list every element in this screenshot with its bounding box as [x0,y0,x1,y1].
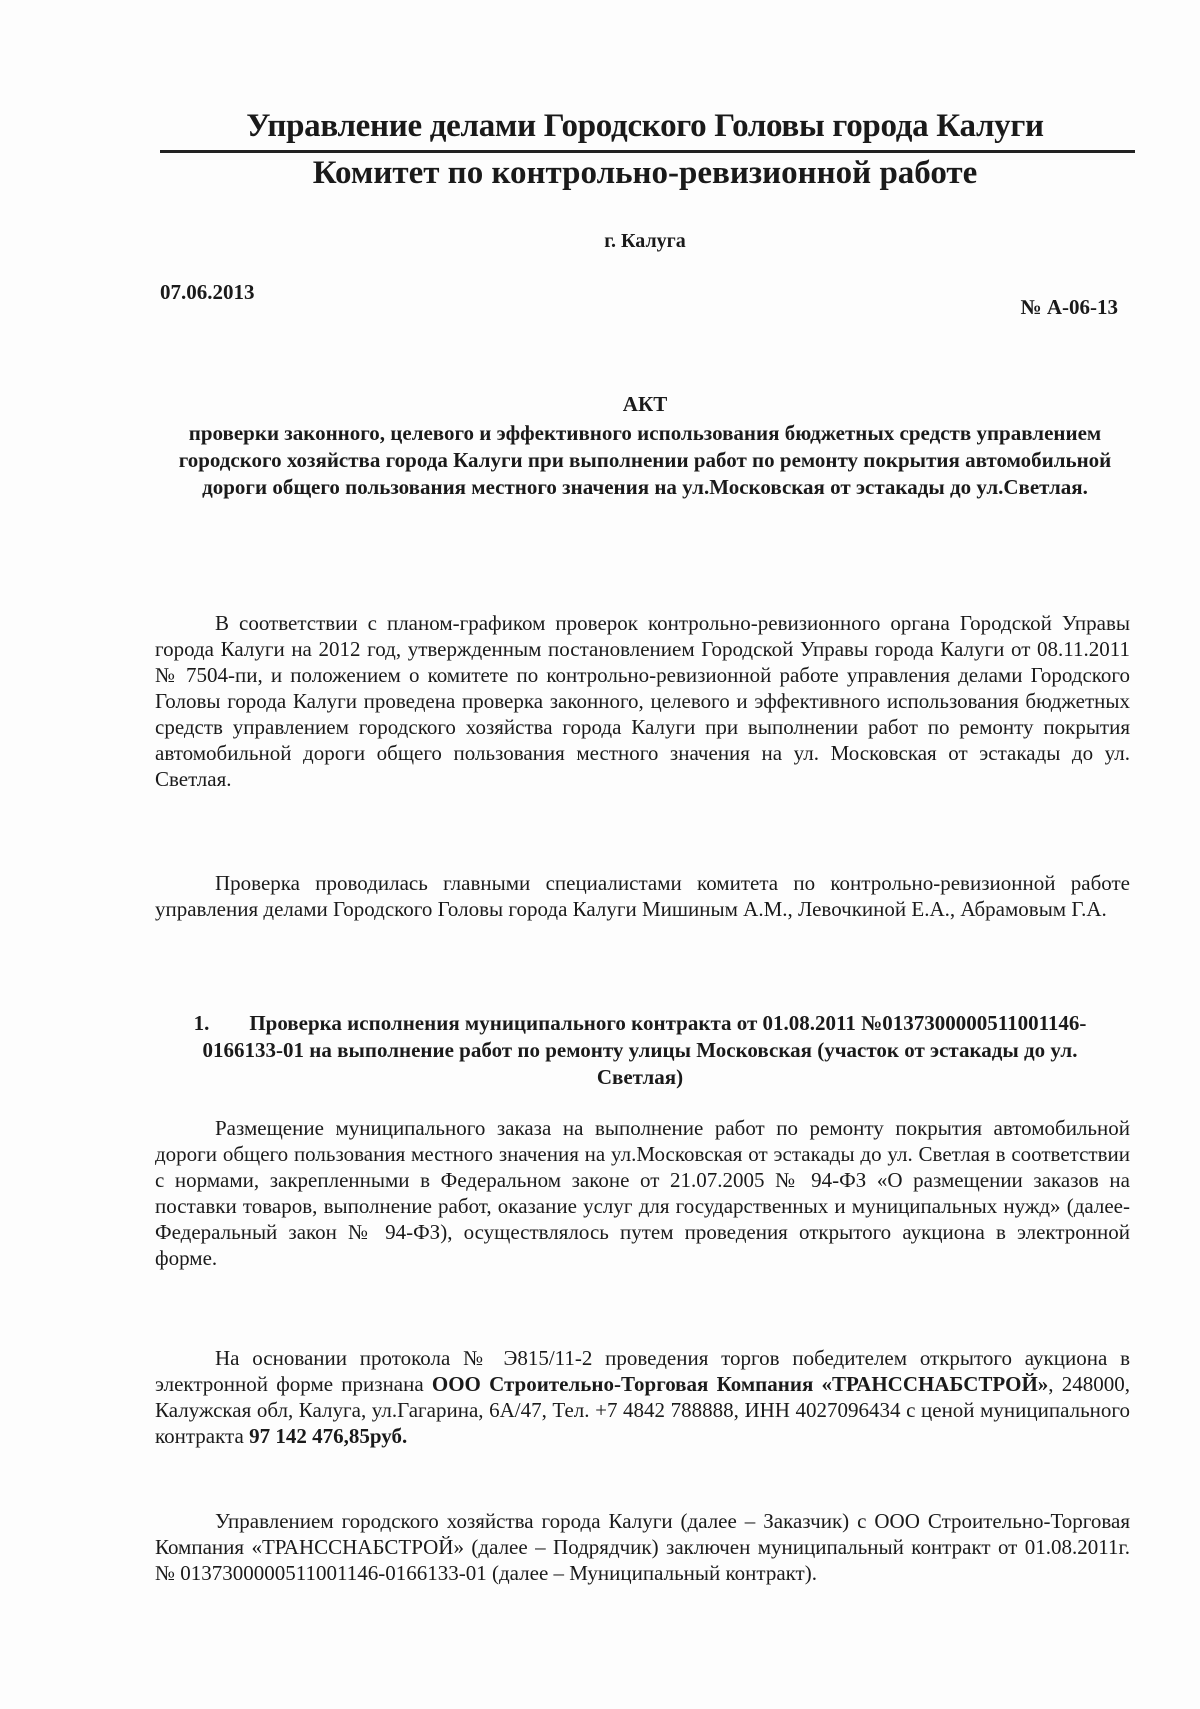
section-1-paragraph-3: Управлением городского хозяйства города Калуги (далее – Заказчик) с ООО Строительно-Торговая Компания «ТРАНССНАБСТРОЙ» (далее – Подрядчик) заключен муниципальный контракт от 01.08.2011г. № 0137300000511001146-0166133-01 (далее – Муниципальный контракт). [155,1509,1130,1585]
section-number: 1. [193,1011,210,1035]
intro-paragraph-1: В соответствии с планом-графиком проверок контрольно-ревизионного органа Городской Управы города Калуги на 2012 год, утвержденным постановлением Городской Управы города Калуги от 08.11.2011 № 7504-пи, и положением о комитете по контрольно-ревизионной работе управления делами Городского Головы города Калуги проведена проверка законного, целевого и эффективного использования бюджетных средств управлением городского хозяйства города Калуги при выполнении работ по ремонту покрытия автомобильной дороги общего пользования местного значения на ул. Московская от эстакады до ул. Светлая. [155,611,1130,791]
document-number: № А-06-13 [1020,295,1118,319]
p2-text-a: На основании протокола № Э815/11-2 проведения торгов победителем открытого аукциона в электронной форме признана [155,1346,1130,1396]
organization-header: Управление делами Городского Головы города Калуги [246,108,1044,144]
committee-header: Комитет по контрольно-ревизионной работе [312,155,978,191]
section-title: Проверка исполнения муниципального контракта от 01.08.2011 №0137300000511001146-0166133-01 на выполнение работ по ремонту улицы Московская (участок от эстакады до ул. Светлая) [202,1011,1087,1089]
section-1-heading [160,1010,1120,1091]
contractor-name: ООО Строительно-Торговая Компания «ТРАНССНАБСТРОЙ» [431,1372,1049,1396]
document-date: 07.06.2013 [160,280,255,304]
section-1-paragraph-2 [155,1345,1130,1449]
header-divider [160,150,1135,153]
act-subtitle: проверки законного, целевого и эффективного использования бюджетных средств управлением городского хозяйства города Калуги при выполнении работ по ремонту покрытия автомобильной дороги общего пользования местного значения на ул.Московская от эстакады до ул.Светлая. [178,421,1112,499]
p2-text-b: , 248000, Калужская обл, Калуга, ул.Гагарина, 6А/47, Тел. +7 4842 788888, ИНН 4027096434 с ценой муниципального контракта [155,1372,1130,1448]
section-1-paragraph-1: Размещение муниципального заказа на выполнение работ по ремонту покрытия автомобильной дороги общего пользования местного значения на ул.Московская от эстакады до ул. Светлая в соответствии с нормами, закрепленными в Федеральном законе от 21.07.2005 № 94-ФЗ «О размещении заказов на поставки товаров, выполнение работ, оказание услуг для государственных и муниципальных нужд» (далее-Федеральный закон № 94-ФЗ), осуществлялось путем проведения открытого аукциона в электронной форме. [155,1116,1130,1270]
act-title: АКТ [622,392,668,416]
intro-paragraph-2: Проверка проводилась главными специалистами комитета по контрольно-ревизионной работе управления делами Городского Головы города Калуги Мишиным А.М., Левочкиной Е.А., Абрамовым Г.А. [155,871,1130,921]
city-label: г. Калуга [604,230,686,252]
contract-price: 97 142 476,85руб. [249,1424,408,1448]
